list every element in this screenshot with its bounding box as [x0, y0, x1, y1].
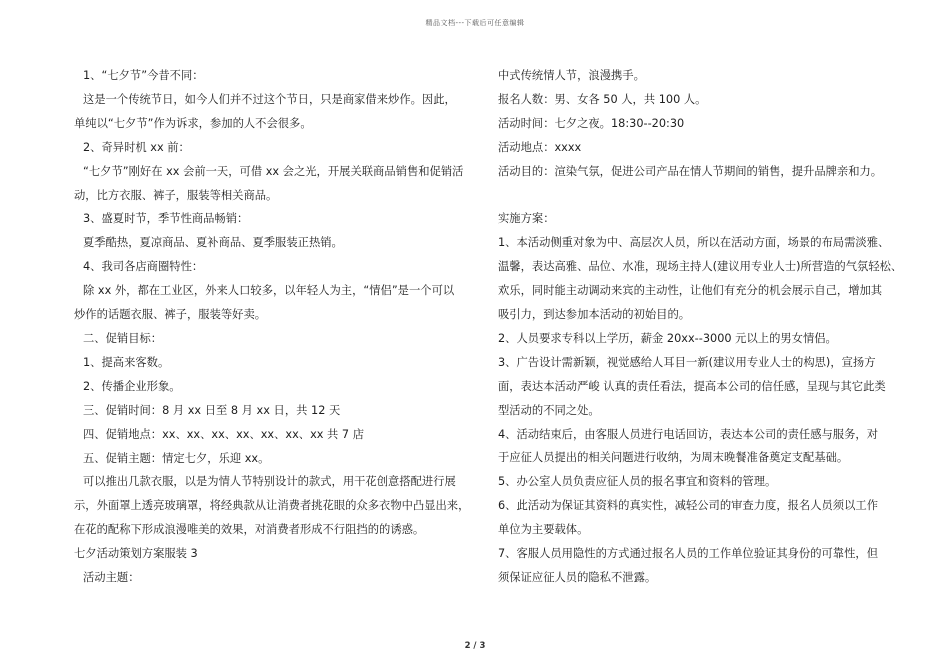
text-line: 1、本活动侧重对象为中、高层次人员，所以在活动方面，场景的布局需淡雅、 — [498, 236, 890, 250]
text-line: 5、办公室人员负责应征人员的报名事宜和资料的管理。 — [498, 475, 777, 489]
text-line: 2、人员要求专科以上学历，薪金 20xx--3000 元以上的男女情侣。 — [498, 331, 837, 345]
text-line: 型活动的不同之处。 — [498, 403, 600, 417]
text-line: 活动时间：七夕之夜。18:30--20:30 — [498, 116, 685, 130]
text-line: 吸引力，到达参加本活动的初始目的。 — [498, 308, 691, 322]
text-line: 活动目的：渲染气氛，促进公司产品在情人节期间的销售，提升品牌亲和力。 — [498, 164, 883, 178]
text-line: 中式传统情人节，浪漫携手。 — [498, 69, 645, 82]
text-line: 2、传播企业形象。 — [83, 379, 181, 393]
text-line: 除 xx 外，都在工业区，外来人口较多，以年轻人为主，“情侣”是一个可以 — [83, 284, 455, 298]
text-line: 面，表达本活动严峻 认真的责任看法，提高本公司的信任感，呈现与其它此类 — [498, 379, 886, 393]
text-line: 4、我司各店商圈特性： — [83, 260, 204, 274]
section-heading: 实施方案： — [498, 212, 555, 226]
text-line: 2、奇异时机 xx 前： — [83, 140, 190, 154]
page-header: 精品文档---下载后可任意编辑 — [425, 19, 525, 27]
text-line: 3、广告设计需新颖，视觉感给人耳目一新(建议用专业人士的构思)，宣扬方 — [498, 355, 876, 369]
text-line: 4、活动结束后，由客服人员进行电话回访，表达本公司的责任感与服务，对 — [498, 427, 878, 441]
text-line: 三、促销时间：8 月 xx 日至 8 月 xx 日，共 12 天 — [83, 403, 341, 417]
text-line: 二、促销目标： — [83, 331, 163, 345]
right-text-column — [498, 64, 903, 590]
text-line: “七夕节”刚好在 xx 会前一天，可借 xx 会之光，开展关联商品销售和促销活 — [83, 164, 464, 178]
left-text-column — [74, 64, 470, 590]
text-line: 示，外面罩上透亮玻璃罩，将经典款从让消费者挑花眼的众多衣物中凸显出来， — [74, 499, 470, 513]
text-line: 在花的配称下形成浪漫唯美的效果，对消费者形成不行阻挡的的诱惑。 — [74, 523, 425, 537]
section-heading: 七夕活动策划方案服装 3 — [74, 547, 198, 561]
text-line: 夏季酷热，夏凉商品、夏补商品、夏季服装正热销。 — [83, 236, 343, 250]
text-line: 活动主题： — [83, 571, 140, 585]
text-line: 3、盛夏时节，季节性商品畅销： — [83, 212, 249, 226]
text-line: 1、“七夕节”今昔不同： — [83, 69, 204, 82]
paragraph-gap — [498, 184, 883, 208]
text-line: 欢乐，同时能主动调动来宾的主动性，让他们有充分的机会展示自己，增加其 — [498, 284, 883, 298]
text-line: 1、提高来客数。 — [83, 355, 170, 369]
text-line: 动，比方衣服、裤子，服装等相关商品。 — [74, 188, 278, 202]
text-line: 五、促销主题：情定七夕，乐迎 xx。 — [83, 451, 270, 465]
text-line: 四、促销地点：xx、xx、xx、xx、xx、xx、xx 共 7 店 — [83, 427, 365, 441]
text-line: 单位为主要载体。 — [498, 523, 589, 537]
text-line: 温馨，表达高雅、品位、水准，现场主持人(建议用专业人士)所营造的气氛轻松、 — [498, 260, 903, 274]
text-line: 7、客服人员用隐性的方式通过报名人员的工作单位验证其身份的可靠性，但 — [498, 547, 878, 561]
text-line: 活动地点：xxxx — [498, 140, 582, 154]
text-line: 单纯以“七夕节”作为诉求，参加的人不会很多。 — [74, 116, 312, 130]
text-line: 可以推出几款衣服，以是为情人节特别设计的款式，用干花创意搭配进行展 — [83, 475, 456, 489]
page-number: 2 / 3 — [464, 641, 486, 651]
text-line: 炒作的话题衣服、裤子，服装等好卖。 — [74, 308, 267, 322]
text-line: 这是一个传统节日，如今人们并不过这个节日，只是商家借来炒作。因此， — [83, 92, 456, 106]
text-line: 于应征人员提出的相关问题进行收纳，为周末晚餐准备奠定支配基础。 — [498, 451, 849, 465]
text-line: 6、此活动为保证其资料的真实性，减轻公司的审查力度，报名人员须以工作 — [498, 499, 878, 513]
text-line: 须保证应征人员的隐私不泄露。 — [498, 571, 657, 585]
text-line: 报名人数：男、女各 50 人，共 100 人。 — [498, 92, 707, 106]
